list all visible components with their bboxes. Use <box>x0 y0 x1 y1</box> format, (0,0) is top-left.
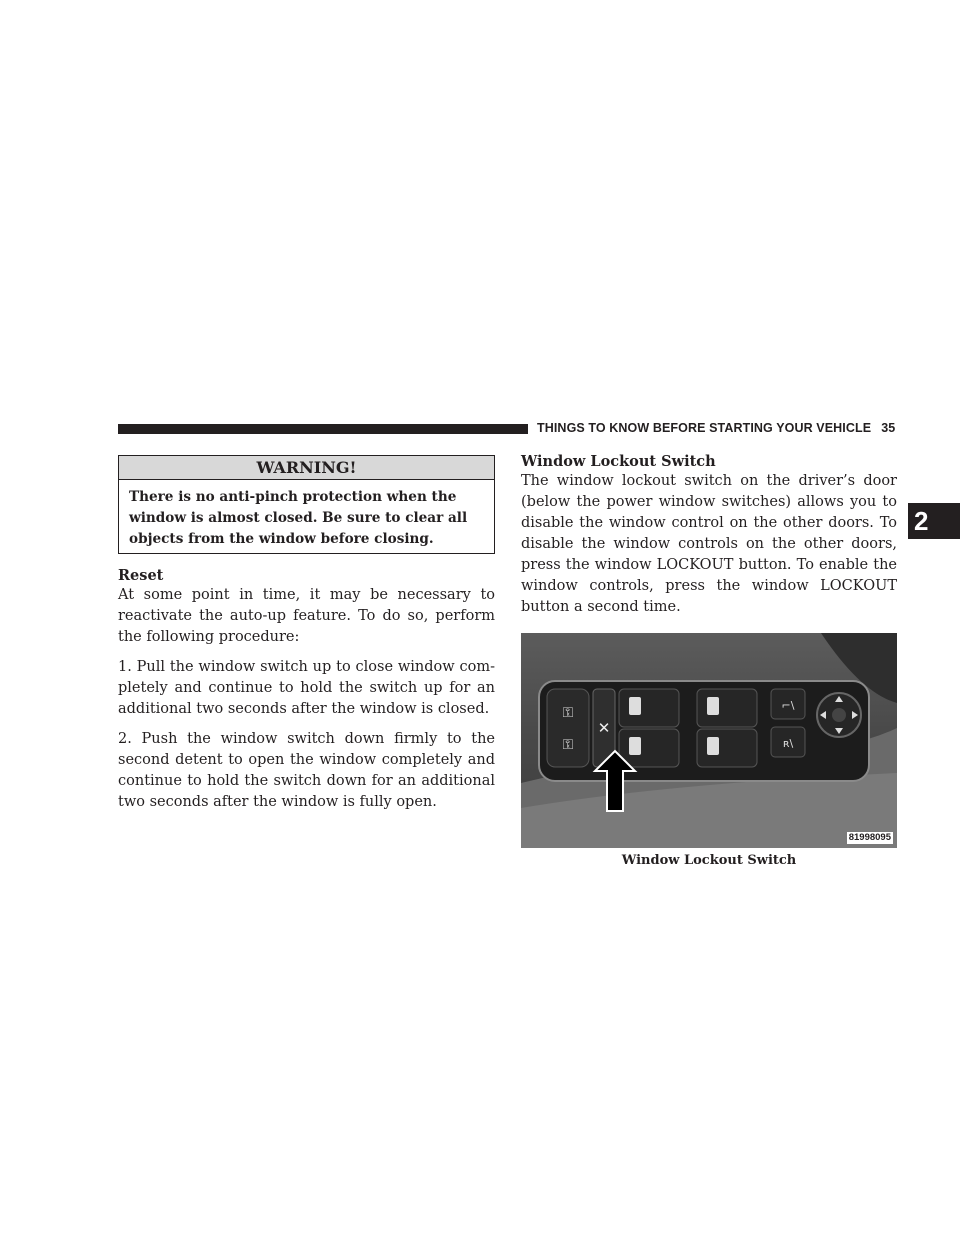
running-header <box>537 421 907 439</box>
switch-panel-illustration <box>521 633 897 848</box>
lockout-heading: Window Lockout Switch <box>521 453 716 470</box>
svg-text:⌐\: ⌐\ <box>781 699 795 712</box>
warning-title: WARNING! <box>119 456 494 480</box>
svg-text:ʀ\: ʀ\ <box>782 737 794 750</box>
svg-text:⚿: ⚿ <box>562 705 574 721</box>
warning-box <box>118 455 495 554</box>
svg-text:✕: ✕ <box>597 719 611 737</box>
right-column <box>521 452 897 868</box>
image-code: 81998095 <box>848 832 891 843</box>
svg-text:⚿: ⚿ <box>562 737 574 753</box>
header-rule <box>118 424 528 434</box>
reset-intro: At some point in time, it may be necessary to reactivate the auto-up feature. To do so, perform the following procedure: <box>118 587 495 645</box>
reset-heading: Reset <box>118 567 164 584</box>
reset-step-1: 1. Pull the window switch up to close window com-pletely and continue to hold the switch up for an additional two seconds after the window is closed. <box>118 659 495 717</box>
lockout-switch-photo <box>521 633 897 848</box>
photo-caption: Window Lockout Switch <box>621 853 797 868</box>
page-number: 35 <box>881 421 896 435</box>
reset-step-2: 2. Push the window switch down firmly to the second detent to open the window completely and continue to hold the switch down for an additional two seconds after the window is fully open. <box>118 731 495 810</box>
lockout-body: The window lockout switch on the driver’s door (below the power window switches) allows you to disable the window control on the other doors. To disable the window controls on the other doors, press the window LOCKOUT button. To enable the window controls, press the window LOCKOUT button a second time. <box>521 473 897 615</box>
warning-body: There is no anti-pinch protection when the window is almost closed. Be sure to clear all objects from the window before closing. <box>129 489 468 547</box>
section-title: THINGS TO KNOW BEFORE STARTING YOUR VEHICLE <box>537 421 872 435</box>
left-column <box>118 566 495 822</box>
chapter-tab: 2 <box>908 503 960 539</box>
